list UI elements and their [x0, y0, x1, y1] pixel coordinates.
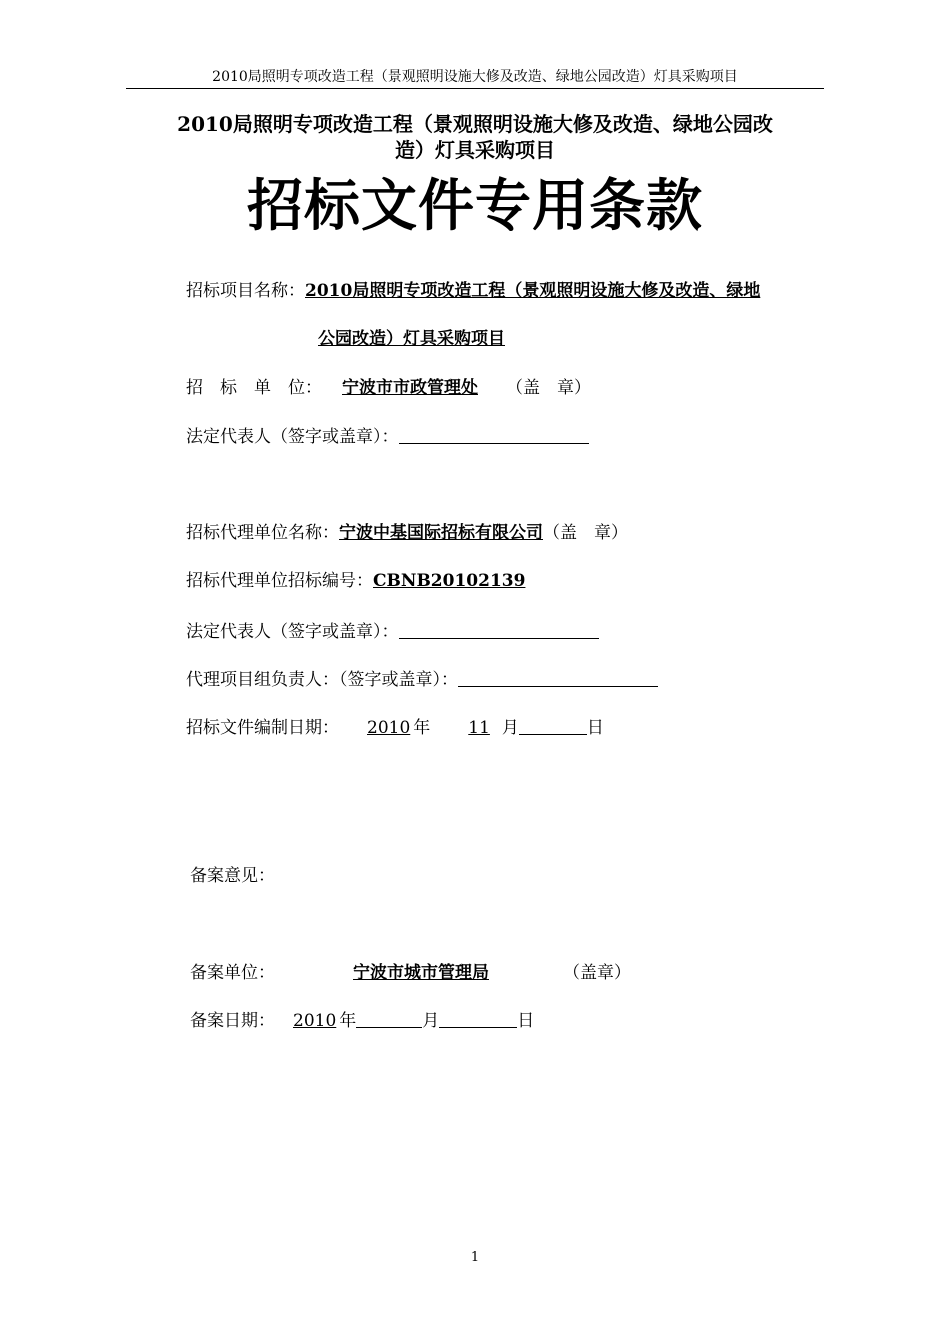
legal-rep2-signature-blank	[399, 622, 599, 639]
filing-date-year: 2010	[293, 1011, 337, 1031]
agency-seal: （盖 章）	[543, 523, 628, 543]
compile-date-year: 2010	[367, 718, 411, 738]
legal-rep-label: 法定代表人（签字或盖章）：	[186, 427, 399, 447]
compile-date-month: 11	[468, 718, 490, 738]
header-rule	[126, 88, 824, 89]
project-manager-label: 代理项目组负责人：（签字或盖章）：	[186, 670, 458, 690]
filing-date-month-blank	[356, 1011, 422, 1028]
tenderer-seal: （盖 章）	[506, 378, 591, 398]
document-title-line2: 造）灯具采购项目	[395, 138, 555, 162]
document-main-title: 招标文件专用条款	[247, 173, 703, 239]
agency-value: 宁波中基国际招标有限公司	[339, 523, 543, 543]
filing-date-row	[190, 1006, 534, 1031]
legal-rep2-row	[186, 617, 599, 642]
tenderer-label: 招 标 单 位：	[186, 378, 322, 398]
tenderer-value: 宁波市市政管理处	[342, 378, 478, 398]
legal-rep2-label: 法定代表人（签字或盖章）：	[186, 622, 399, 642]
filing-unit-value: 宁波市城市管理局	[353, 963, 489, 983]
compile-date-label: 招标文件编制日期：	[186, 718, 339, 738]
filing-opinion-label: 备案意见：	[190, 866, 275, 886]
agency-code-row	[186, 566, 525, 591]
compile-date-day-blank	[519, 718, 587, 735]
page-number: 1	[470, 1250, 480, 1265]
compile-date-row	[186, 713, 604, 738]
compile-date-month-char: 月	[501, 718, 519, 738]
project-name-value: 2010局照明专项改造工程（景观照明设施大修及改造、绿地	[305, 281, 761, 301]
project-manager-row	[186, 665, 658, 690]
legal-rep-signature-blank	[399, 427, 589, 444]
compile-date-year-char: 年	[413, 718, 431, 738]
filing-unit-seal: （盖章）	[563, 963, 631, 983]
filing-date-label: 备案日期：	[190, 1011, 275, 1031]
compile-date-day-char: 日	[586, 718, 604, 738]
agency-row	[186, 518, 628, 543]
filing-unit-label: 备案单位：	[190, 963, 275, 983]
filing-date-day-blank	[439, 1011, 517, 1028]
project-name-value-line2: 公园改造）灯具采购项目	[318, 329, 505, 349]
document-title-line1: 2010局照明专项改造工程（景观照明设施大修及改造、绿地公园改	[177, 112, 773, 136]
legal-rep-row	[186, 422, 589, 447]
running-header: 2010局照明专项改造工程（景观照明设施大修及改造、绿地公园改造）灯具采购项目	[212, 69, 738, 85]
tenderer-row	[186, 373, 591, 398]
filing-date-day-char: 日	[517, 1011, 535, 1031]
filing-date-year-char: 年	[339, 1011, 357, 1031]
agency-code-value: CBNB20102139	[373, 571, 526, 591]
agency-code-label: 招标代理单位招标编号：	[186, 571, 373, 591]
filing-unit-row	[190, 958, 631, 983]
project-name-label: 招标项目名称：	[186, 281, 305, 301]
agency-label: 招标代理单位名称：	[186, 523, 339, 543]
project-name-row	[186, 276, 760, 301]
filing-date-month-char: 月	[422, 1011, 440, 1031]
project-manager-signature-blank	[458, 670, 658, 687]
